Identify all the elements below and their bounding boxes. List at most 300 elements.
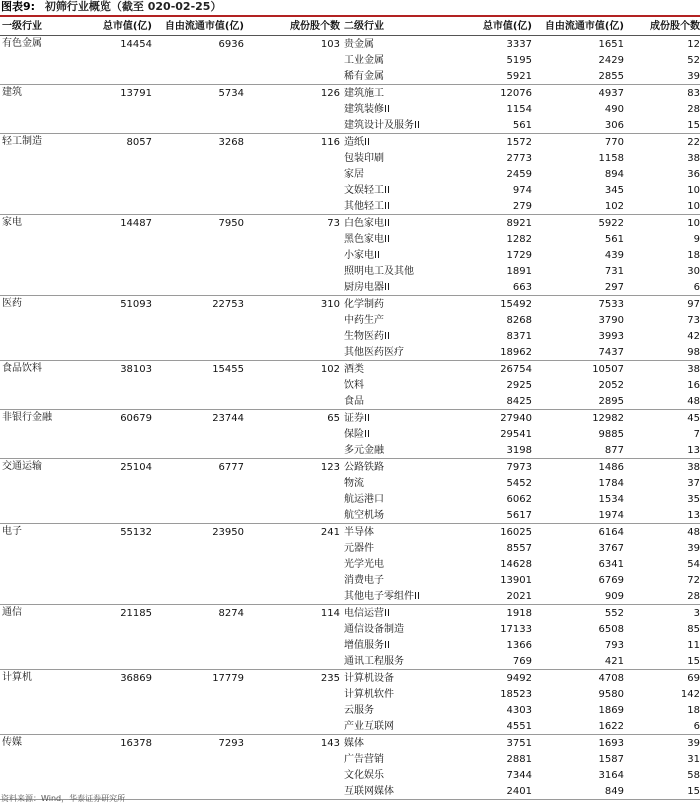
level2-free-float-cap: 877 (534, 442, 626, 459)
level2-industry-name: 其他轻工II (342, 198, 466, 215)
level1-total-cap: 51093 (120, 298, 152, 310)
level1-empty-cell (0, 637, 82, 653)
level2-constituent-count: 98 (626, 344, 700, 361)
level1-empty-cell (0, 198, 82, 215)
level1-empty-cell (82, 540, 154, 556)
level2-free-float-cap: 306 (534, 117, 626, 134)
level1-empty-cell (0, 572, 82, 588)
level1-empty-cell (246, 117, 342, 134)
level2-total-cap: 8425 (466, 393, 534, 410)
table-row (0, 247, 700, 263)
industry-group (0, 36, 700, 85)
level1-empty-cell (0, 312, 82, 328)
level2-free-float-cap: 849 (534, 783, 626, 800)
level2-free-float-cap: 3790 (598, 314, 624, 326)
industry-group (0, 134, 700, 215)
level2-industry-name: 包装印刷 (344, 152, 384, 164)
industry-group (0, 524, 700, 605)
level2-industry-name: 消费电子 (344, 574, 384, 586)
level1-empty-cell (246, 150, 342, 166)
table-row (0, 718, 700, 735)
level2-free-float-cap: 4708 (598, 672, 624, 684)
level2-constituent-count: 54 (687, 558, 700, 570)
level2-constituent-count: 13 (626, 507, 700, 524)
level2-constituent-count: 73 (687, 314, 700, 326)
table-row (0, 702, 700, 718)
level2-industry-name: 通讯工程服务 (342, 653, 466, 670)
table-row (0, 263, 700, 279)
level1-empty-cell (246, 328, 342, 344)
table-row (0, 588, 700, 605)
level2-constituent-count: 142 (680, 688, 700, 700)
level1-empty-cell (0, 279, 82, 296)
level2-industry-name: 半导体 (344, 526, 374, 538)
level2-free-float-cap: 894 (604, 168, 624, 180)
level1-empty-cell (246, 279, 342, 296)
level1-empty-cell (0, 166, 82, 182)
level1-constituent-count: 310 (320, 298, 340, 310)
level1-empty-cell (82, 767, 154, 783)
level1-empty-cell (246, 101, 342, 117)
table-row (0, 556, 700, 572)
level1-industry-name: 通信 (2, 607, 22, 618)
level1-empty-cell (0, 507, 82, 524)
table-row (0, 735, 700, 752)
level2-total-cap: 561 (466, 117, 534, 134)
level1-empty-cell (246, 556, 342, 572)
level2-industry-name: 贵金属 (344, 38, 374, 50)
level2-constituent-count: 13 (626, 442, 700, 459)
table-row (0, 393, 700, 410)
table-row (0, 85, 700, 102)
level2-free-float-cap: 7533 (598, 298, 624, 310)
level2-industry-name: 稀有金属 (342, 68, 466, 85)
level1-empty-cell (0, 344, 82, 361)
level1-empty-cell (154, 702, 246, 718)
level2-total-cap: 2881 (506, 753, 532, 765)
level2-total-cap: 1891 (506, 265, 532, 277)
level1-empty-cell (154, 718, 246, 735)
level1-free-float-cap: 8274 (218, 607, 244, 619)
level1-empty-cell (154, 588, 246, 605)
level1-empty-cell (246, 491, 342, 507)
table-row (0, 507, 700, 524)
level2-industry-name: 电信运营II (344, 607, 390, 619)
industry-group (0, 735, 700, 800)
level2-total-cap: 8921 (506, 217, 532, 229)
level2-industry-name: 饮料 (344, 379, 364, 391)
level1-constituent-count: 241 (320, 526, 340, 538)
level2-constituent-count: 38 (687, 363, 700, 375)
level1-empty-cell (82, 263, 154, 279)
level1-empty-cell (82, 328, 154, 344)
level1-empty-cell (246, 393, 342, 410)
level1-empty-cell (154, 328, 246, 344)
level2-free-float-cap: 1158 (598, 152, 624, 164)
level2-industry-name: 生物医药II (344, 330, 390, 342)
level2-free-float-cap: 6341 (598, 558, 624, 570)
level2-industry-name: 云服务 (344, 704, 374, 716)
level2-total-cap: 4303 (506, 704, 532, 716)
level1-free-float-cap: 6777 (218, 461, 244, 473)
header-sub-free-float-cap: 自由流通市值(亿) (534, 17, 626, 36)
level2-constituent-count: 38 (687, 461, 700, 473)
level2-total-cap: 12076 (500, 87, 532, 99)
level1-empty-cell (154, 540, 246, 556)
level1-empty-cell (154, 572, 246, 588)
level2-constituent-count: 9 (693, 233, 700, 245)
level1-industry-name: 建筑 (2, 87, 22, 98)
level2-free-float-cap: 909 (534, 588, 626, 605)
level2-constituent-count: 30 (687, 265, 700, 277)
table-row (0, 751, 700, 767)
level2-free-float-cap: 1974 (534, 507, 626, 524)
level1-total-cap: 36869 (120, 672, 152, 684)
level2-constituent-count: 48 (626, 393, 700, 410)
level1-empty-cell (0, 247, 82, 263)
table-row (0, 621, 700, 637)
header-total-cap: 总市值(亿) (82, 17, 154, 36)
level2-industry-name: 计算机设备 (344, 672, 394, 684)
level1-industry-name: 传媒 (2, 737, 22, 748)
level1-free-float-cap: 17779 (212, 672, 244, 684)
level1-empty-cell (154, 166, 246, 182)
level2-industry-name: 其他医药医疗 (342, 344, 466, 361)
level1-empty-cell (0, 491, 82, 507)
table-row (0, 279, 700, 296)
level1-empty-cell (154, 475, 246, 491)
level2-free-float-cap: 297 (534, 279, 626, 296)
level2-industry-name: 光学光电 (344, 558, 384, 570)
table-row (0, 215, 700, 232)
level2-total-cap: 1572 (506, 136, 532, 148)
level1-constituent-count: 143 (320, 737, 340, 749)
level2-free-float-cap: 421 (534, 653, 626, 670)
level2-free-float-cap: 2429 (598, 54, 624, 66)
level1-empty-cell (0, 621, 82, 637)
level2-constituent-count: 39 (687, 737, 700, 749)
level1-empty-cell (246, 231, 342, 247)
level2-total-cap: 2925 (506, 379, 532, 391)
table-row (0, 328, 700, 344)
level1-empty-cell (154, 686, 246, 702)
level2-total-cap: 7344 (506, 769, 532, 781)
level1-empty-cell (0, 702, 82, 718)
level2-free-float-cap: 1622 (534, 718, 626, 735)
level2-total-cap: 1366 (506, 639, 532, 651)
level1-empty-cell (246, 263, 342, 279)
level2-total-cap: 18523 (500, 688, 532, 700)
level2-total-cap: 3751 (506, 737, 532, 749)
table-row (0, 68, 700, 85)
level2-industry-name: 建筑设计及服务II (342, 117, 466, 134)
level2-total-cap: 5452 (506, 477, 532, 489)
level2-constituent-count: 28 (626, 588, 700, 605)
level1-empty-cell (154, 182, 246, 198)
level2-constituent-count: 6 (626, 279, 700, 296)
level1-empty-cell (154, 52, 246, 68)
level2-free-float-cap: 102 (534, 198, 626, 215)
level2-industry-name: 互联网媒体 (342, 783, 466, 800)
level2-industry-name: 航运港口 (344, 493, 384, 505)
level2-free-float-cap: 561 (604, 233, 624, 245)
level1-empty-cell (154, 312, 246, 328)
level2-free-float-cap: 5922 (598, 217, 624, 229)
level1-empty-cell (82, 312, 154, 328)
level1-empty-cell (246, 637, 342, 653)
level1-free-float-cap: 6936 (218, 38, 244, 50)
level1-industry-name: 非银行金融 (2, 412, 52, 423)
level1-total-cap: 14487 (120, 217, 152, 229)
level1-empty-cell (246, 507, 342, 524)
level1-empty-cell (82, 231, 154, 247)
level1-empty-cell (0, 751, 82, 767)
level1-empty-cell (82, 279, 154, 296)
level1-empty-cell (154, 621, 246, 637)
level1-empty-cell (246, 426, 342, 442)
level1-empty-cell (154, 377, 246, 393)
level1-empty-cell (0, 556, 82, 572)
level1-empty-cell (82, 393, 154, 410)
level2-industry-name: 黑色家电II (344, 233, 390, 245)
level1-empty-cell (82, 377, 154, 393)
industry-group (0, 670, 700, 735)
level2-industry-name: 白色家电II (344, 217, 390, 229)
level2-free-float-cap: 3993 (598, 330, 624, 342)
level2-free-float-cap: 6508 (598, 623, 624, 635)
source-note: 资料来源：Wind，华泰证券研究所 (1, 794, 126, 803)
level1-empty-cell (154, 279, 246, 296)
level2-industry-name: 通信设备制造 (344, 623, 404, 635)
table-row (0, 198, 700, 215)
level1-empty-cell (154, 751, 246, 767)
level2-total-cap: 5195 (506, 54, 532, 66)
level1-empty-cell (0, 393, 82, 410)
industry-group (0, 361, 700, 410)
level1-empty-cell (246, 198, 342, 215)
table-row (0, 475, 700, 491)
level2-constituent-count: 38 (687, 152, 700, 164)
level2-constituent-count: 6 (626, 718, 700, 735)
table-row (0, 344, 700, 361)
level1-empty-cell (82, 150, 154, 166)
level2-free-float-cap: 4937 (598, 87, 624, 99)
level1-industry-name: 轻工制造 (2, 136, 42, 147)
level2-industry-name: 证券II (344, 412, 370, 424)
level2-total-cap: 16025 (500, 526, 532, 538)
level1-empty-cell (246, 312, 342, 328)
level1-empty-cell (0, 328, 82, 344)
level2-total-cap: 2773 (506, 152, 532, 164)
level2-industry-name: 酒类 (344, 363, 364, 375)
level2-constituent-count: 10 (626, 198, 700, 215)
level1-free-float-cap: 23744 (212, 412, 244, 424)
level2-industry-name: 建筑装修II (344, 103, 390, 115)
level2-industry-name: 其他电子零组件II (342, 588, 466, 605)
level2-total-cap: 2021 (466, 588, 534, 605)
level1-free-float-cap: 23950 (212, 526, 244, 538)
level2-free-float-cap: 490 (604, 103, 624, 115)
level1-empty-cell (82, 68, 154, 85)
level2-free-float-cap: 731 (604, 265, 624, 277)
level1-total-cap: 60679 (120, 412, 152, 424)
level1-empty-cell (154, 68, 246, 85)
table-row (0, 52, 700, 68)
table-row (0, 312, 700, 328)
level2-constituent-count: 10 (687, 217, 700, 229)
level1-total-cap: 16378 (120, 737, 152, 749)
level2-total-cap: 1282 (506, 233, 532, 245)
level1-empty-cell (82, 702, 154, 718)
level1-empty-cell (246, 767, 342, 783)
level1-free-float-cap: 7293 (218, 737, 244, 749)
level1-constituent-count: 103 (320, 38, 340, 50)
level1-empty-cell (82, 572, 154, 588)
level1-total-cap: 8057 (126, 136, 152, 148)
level2-industry-name: 增值服务II (344, 639, 390, 651)
level1-empty-cell (82, 344, 154, 361)
industry-group (0, 85, 700, 134)
level2-total-cap: 2401 (466, 783, 534, 800)
level2-total-cap: 15492 (500, 298, 532, 310)
level2-total-cap: 18962 (466, 344, 534, 361)
table-row (0, 442, 700, 459)
level2-free-float-cap: 6769 (598, 574, 624, 586)
level1-empty-cell (0, 426, 82, 442)
level1-empty-cell (82, 426, 154, 442)
level1-empty-cell (154, 150, 246, 166)
table-row (0, 182, 700, 198)
level2-total-cap: 17133 (500, 623, 532, 635)
level1-empty-cell (0, 377, 82, 393)
level1-empty-cell (82, 117, 154, 134)
level1-empty-cell (0, 442, 82, 459)
level1-empty-cell (154, 101, 246, 117)
header-constituent-count: 成份股个数 (246, 17, 342, 36)
level2-industry-name: 产业互联网 (342, 718, 466, 735)
level1-empty-cell (82, 101, 154, 117)
industry-group (0, 459, 700, 524)
level2-total-cap: 9492 (506, 672, 532, 684)
level1-total-cap: 55132 (120, 526, 152, 538)
industry-group (0, 215, 700, 296)
level1-empty-cell (82, 686, 154, 702)
table-row (0, 491, 700, 507)
level1-industry-name: 交通运输 (2, 461, 42, 472)
level2-free-float-cap: 1651 (598, 38, 624, 50)
table-row (0, 150, 700, 166)
level1-free-float-cap: 15455 (212, 363, 244, 375)
level1-empty-cell (246, 344, 342, 361)
table-row (0, 361, 700, 378)
level1-industry-name: 家电 (2, 217, 22, 228)
table-row (0, 166, 700, 182)
level1-constituent-count: 126 (320, 87, 340, 99)
level1-empty-cell (0, 182, 82, 198)
level1-empty-cell (0, 117, 82, 134)
industry-group (0, 296, 700, 361)
level1-empty-cell (246, 751, 342, 767)
level2-free-float-cap: 1587 (598, 753, 624, 765)
table-row (0, 117, 700, 134)
level1-empty-cell (246, 702, 342, 718)
level1-empty-cell (0, 767, 82, 783)
level2-constituent-count: 69 (687, 672, 700, 684)
industry-group (0, 410, 700, 459)
level1-empty-cell (82, 751, 154, 767)
level1-empty-cell (246, 68, 342, 85)
table-row (0, 653, 700, 670)
header-level1-industry: 一级行业 (0, 17, 82, 36)
level2-total-cap: 1154 (506, 103, 532, 115)
level2-constituent-count: 42 (687, 330, 700, 342)
level2-constituent-count: 58 (687, 769, 700, 781)
level2-free-float-cap: 439 (604, 249, 624, 261)
level1-total-cap: 14454 (120, 38, 152, 50)
table-row (0, 670, 700, 687)
level2-constituent-count: 12 (687, 38, 700, 50)
level2-total-cap: 769 (466, 653, 534, 670)
level1-empty-cell (246, 540, 342, 556)
level1-empty-cell (0, 588, 82, 605)
table-row (0, 377, 700, 393)
level2-total-cap: 29541 (500, 428, 532, 440)
level1-industry-name: 医药 (2, 298, 22, 309)
level2-total-cap: 5617 (466, 507, 534, 524)
level2-free-float-cap: 10507 (592, 363, 624, 375)
level2-free-float-cap: 1693 (598, 737, 624, 749)
level2-constituent-count: 31 (687, 753, 700, 765)
level2-industry-name: 保险II (344, 428, 370, 440)
level2-total-cap: 27940 (500, 412, 532, 424)
level2-industry-name: 厨房电器II (342, 279, 466, 296)
level1-empty-cell (0, 68, 82, 85)
level2-free-float-cap: 12982 (592, 412, 624, 424)
table-row (0, 686, 700, 702)
level2-total-cap: 2459 (506, 168, 532, 180)
level1-constituent-count: 235 (320, 672, 340, 684)
level1-empty-cell (82, 491, 154, 507)
level2-total-cap: 8371 (506, 330, 532, 342)
level2-free-float-cap: 9580 (598, 688, 624, 700)
level1-empty-cell (246, 377, 342, 393)
level1-empty-cell (246, 653, 342, 670)
level2-free-float-cap: 3164 (598, 769, 624, 781)
level2-industry-name: 照明电工及其他 (344, 265, 414, 277)
header-sub-total-cap: 总市值(亿) (466, 17, 534, 36)
header-free-float-cap: 自由流通市值(亿) (154, 17, 246, 36)
figure-title-text: 初筛行业概览（截至 020-02-25） (44, 0, 222, 13)
level2-constituent-count: 45 (687, 412, 700, 424)
level1-empty-cell (246, 182, 342, 198)
level1-empty-cell (0, 686, 82, 702)
level1-constituent-count: 116 (320, 136, 340, 148)
level1-free-float-cap: 3268 (218, 136, 244, 148)
level1-industry-name: 有色金属 (2, 38, 42, 49)
level2-constituent-count: 39 (687, 542, 700, 554)
level2-constituent-count: 39 (626, 68, 700, 85)
table-row (0, 524, 700, 541)
level2-total-cap: 26754 (500, 363, 532, 375)
level1-empty-cell (0, 475, 82, 491)
level1-empty-cell (82, 637, 154, 653)
table-row (0, 410, 700, 427)
level2-constituent-count: 22 (687, 136, 700, 148)
level1-empty-cell (82, 718, 154, 735)
header-level2-industry: 二级行业 (342, 17, 466, 36)
level1-empty-cell (154, 653, 246, 670)
header-sub-constituent-count: 成份股个数 (626, 17, 700, 36)
